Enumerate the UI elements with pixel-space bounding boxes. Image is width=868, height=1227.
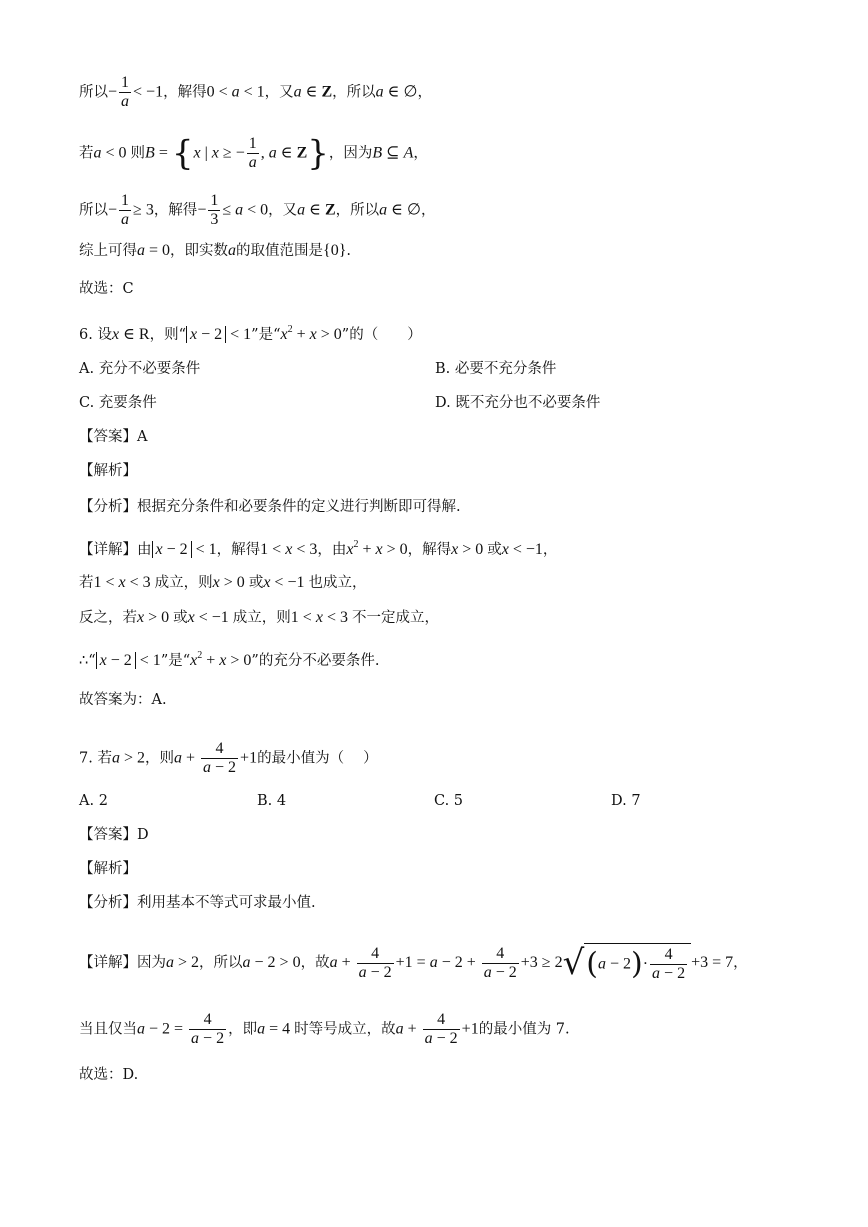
fraction: $\frac{4}{a - 2}$	[203, 740, 237, 776]
text: 成立，则	[232, 610, 291, 626]
option-c: C. 充要条件	[79, 395, 157, 411]
text: 所以	[79, 202, 108, 219]
text: 的最小值为 7.	[478, 1021, 570, 1038]
detail-line-2: 若1 < x < 3 成立，则x > 0 或x < −1 也成立，	[79, 574, 367, 591]
analysis-summary: 【分析】利用基本不等式可求最小值.	[79, 895, 316, 911]
option-d: D. 既不充分也不必要条件	[435, 395, 601, 411]
detail-line-1: 【详解】因为a > 2，所以a − 2 > 0，故a + $\frac{4}{a - 2}$ +1 = a − 2 + $\frac{4}{a - 2}$ +3 ≥ 2√(a − 2)· $\frac{4}{a - 2}$ +3 = 7，	[79, 943, 748, 983]
text: ，又	[268, 202, 298, 219]
text: 或	[173, 610, 188, 626]
detail-line-4: ∴“ x − 2 < 1”是“$x^2 + x > 0$”的充分不必要条件.	[79, 650, 380, 669]
fraction: $\frac{4}{a - 2}$	[358, 944, 392, 981]
text: ，故	[300, 955, 330, 971]
fraction: $\frac{1}{a}$	[121, 192, 130, 228]
text: 6. 设	[79, 327, 112, 343]
option-c: C. 5	[434, 793, 464, 809]
text: ，解得	[407, 542, 452, 558]
text: 或	[248, 575, 264, 591]
question-7: 7. 若a > 2，则a + $\frac{4}{a - 2}$ +1的最小值为（ ）	[79, 740, 378, 776]
fraction: $\frac{4}{a - 2}$	[424, 1011, 458, 1047]
answer-label: 【答案】A	[79, 429, 148, 445]
text: ，解得	[216, 542, 261, 558]
solution-line-3: 所以− $\frac{1}{a}$ ≥ 3，解得− $\frac{1}{3}$ ≤ a < 0，又a ∈ Z，所以a ∈ ∅，	[79, 192, 436, 228]
solution-line-4: 综上可得a = 0，即实数a的取值范围是{0}.	[79, 242, 351, 259]
text: ”是“	[251, 327, 281, 343]
text: ，即实数	[170, 243, 229, 259]
text: ，所以	[332, 84, 376, 101]
detail-line-2: 当且仅当a − 2 = $\frac{4}{a - 2}$ ，即a = 4 时等号成立，故a + $\frac{4}{a - 2}$ +1的最小值为 7.	[79, 1011, 570, 1047]
text: ，则“	[149, 327, 186, 343]
text: ，又	[264, 84, 294, 101]
option-a: A. 充分不必要条件	[79, 361, 201, 377]
text: 【详解】因为	[79, 955, 166, 971]
text: 当且仅当	[79, 1021, 137, 1038]
text: 若	[79, 575, 94, 591]
option-a: A. 2	[79, 793, 108, 809]
square-root: √(a − 2)· $\frac{4}{a - 2}$	[563, 943, 692, 983]
analysis-label: 【解析】	[79, 861, 137, 877]
text: ，解得	[153, 202, 198, 219]
text: ∴“	[79, 653, 96, 669]
detail-line-3: 反之，若x > 0 或x < −1 成立，则1 < x < 3 不一定成立，	[79, 609, 439, 626]
answer-label: 【答案】D	[79, 827, 149, 843]
text: ，所以	[335, 202, 380, 219]
text: ，	[417, 84, 432, 101]
text: 则	[130, 145, 146, 162]
text: 所以	[79, 84, 108, 101]
option-b: B. 4	[257, 793, 287, 809]
text: ，所以	[199, 955, 243, 971]
option-d: D. 7	[611, 793, 641, 809]
text: 不一定成立，	[351, 610, 439, 626]
fraction: $\frac{4}{a - 2}$	[483, 944, 517, 981]
text: ”的（ ）	[341, 327, 422, 343]
final-answer-7: 故选：D.	[79, 1067, 139, 1083]
text: ，	[420, 202, 436, 219]
text: 的取值范围是	[236, 243, 324, 259]
text: 7. 若	[79, 750, 112, 767]
fraction: $\frac{1}{3}$	[210, 192, 219, 228]
text: 也成立，	[308, 575, 367, 591]
text: .	[346, 243, 351, 259]
text: 或	[487, 542, 502, 558]
solution-line-2: 若a < 0 则B = {x | x ≥ − $\frac{1}{a}$ , a ∈ Z}，因为B ⊆ A，	[79, 133, 428, 174]
text: 综上可得	[79, 243, 137, 259]
text: ，则	[144, 750, 174, 767]
final-answer-5: 故选：C	[79, 281, 134, 297]
text: 的最小值为（ ）	[257, 750, 378, 767]
option-b: B. 必要不充分条件	[435, 361, 557, 377]
text: 反之，若	[79, 610, 137, 626]
text: ，因为	[328, 145, 373, 162]
text: 【详解】由	[79, 542, 152, 558]
solution-line-1: 所以− $\frac{1}{a}$ < −1，解得0 < a < 1，又a ∈ Z，所以a ∈ ∅，	[79, 74, 432, 110]
text: ，	[413, 145, 428, 162]
text: ，解得	[163, 84, 207, 101]
question-6: 6. 设x ∈ R，则“ x − 2 < 1”是“$x^2 + x > 0$”的（ ）	[79, 324, 422, 343]
text: 若	[79, 145, 94, 162]
fraction: $\frac{1}{a}$	[248, 135, 257, 171]
final-answer-6: 故答案为：A.	[79, 692, 167, 708]
text: ，	[542, 542, 558, 558]
analysis-summary: 【分析】根据充分条件和必要条件的定义进行判断即可得解.	[79, 499, 461, 515]
text: ，即	[228, 1021, 258, 1038]
text: ”是“	[160, 653, 191, 669]
text: 时等号成立，故	[294, 1021, 396, 1038]
fraction: $\frac{1}{a}$	[121, 74, 130, 110]
detail-line-1: 【详解】由 x − 2 < 1，解得1 < x < 3，由$x^2 + x > 0$，解得x > 0 或x < −1，	[79, 539, 558, 558]
text: ，由	[317, 542, 347, 558]
analysis-label: 【解析】	[79, 463, 137, 479]
text: ”的充分不必要条件.	[251, 653, 380, 669]
text: ，	[733, 955, 748, 971]
fraction: $\frac{4}{a - 2}$	[191, 1011, 225, 1047]
text: 成立，则	[154, 575, 213, 591]
